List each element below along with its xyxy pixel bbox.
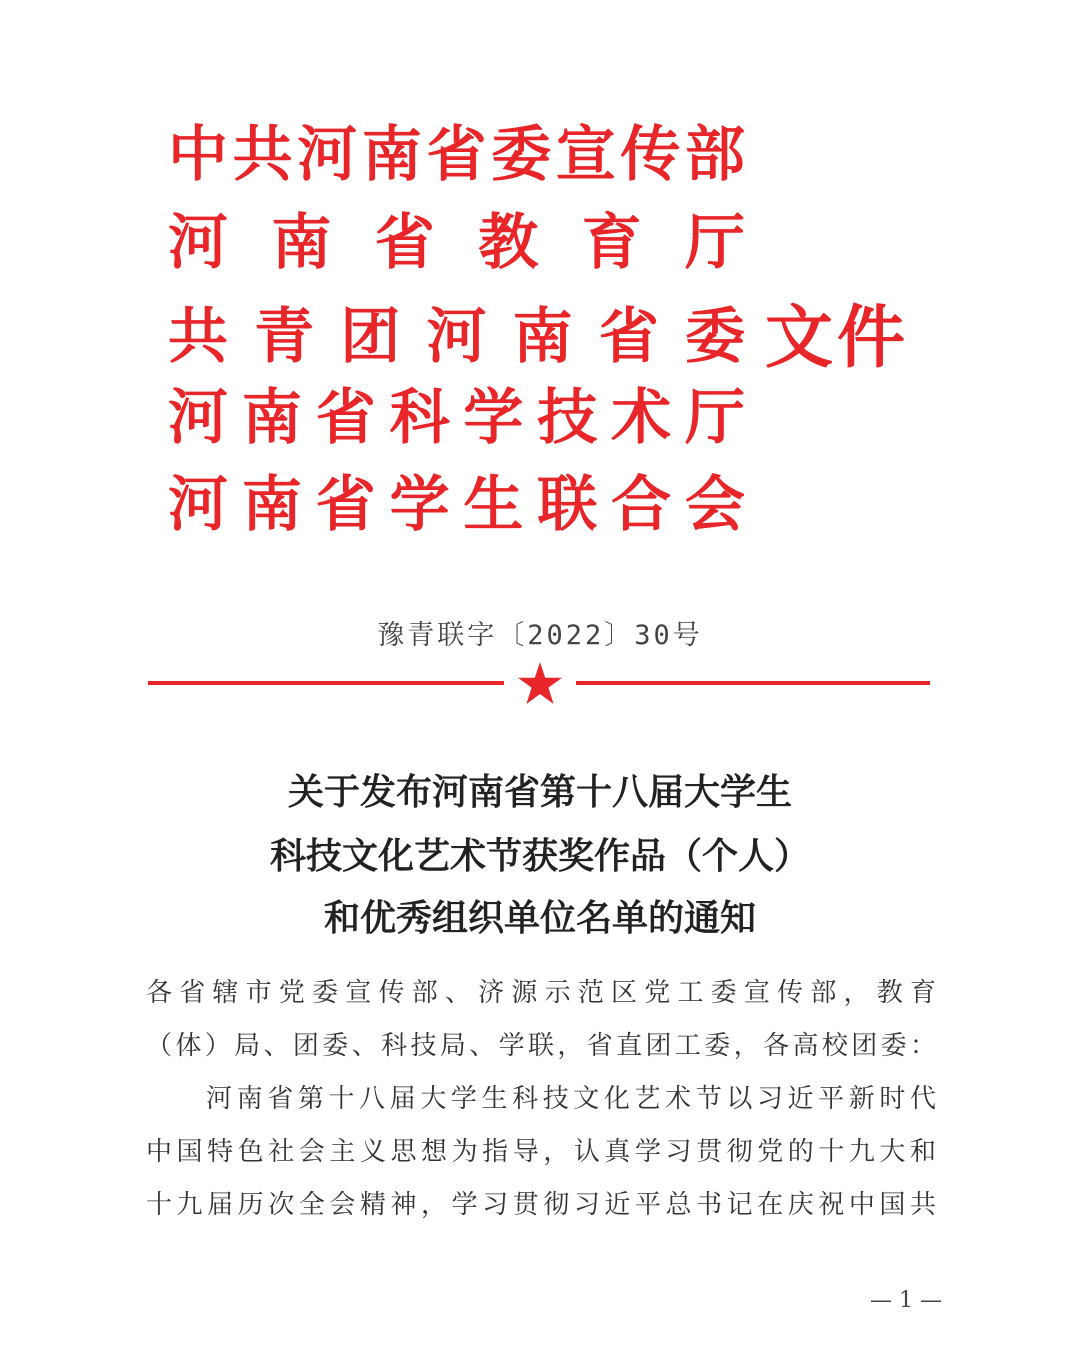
issuer-line-1: 中共河南省委宣传部 [168, 120, 745, 190]
red-star-icon [518, 662, 562, 704]
body-line-4: 中国特色社会主义思想为指导，认真学习贯彻党的十九大和 [146, 1137, 936, 1167]
title-line-1: 关于发布河南省第十八届大学生 [287, 771, 792, 813]
body-line-1: 各省辖市党委宣传部、济源示范区党工委宣传部，教育 [146, 978, 936, 1008]
body-line-5: 十九届历次全会精神，学习贯彻习近平总书记在庆祝中国共 [146, 1190, 936, 1220]
issuer-line-5: 河南省学生联合会 [168, 470, 745, 540]
title-line-3: 和优秀组织单位名单的通知 [323, 897, 756, 939]
body-line-2: （体）局、团委、科技局、学联，省直团工委，各高校团委： [146, 1031, 936, 1061]
red-rule-left [148, 681, 504, 685]
red-rule-right [576, 681, 930, 685]
document-suffix: 文件 [765, 297, 910, 378]
issuer-line-3 [168, 295, 910, 378]
body-line-3: 河南省第十八届大学生科技文化艺术节以习近平新时代 [206, 1084, 936, 1114]
page-number: — 1 — [870, 1288, 942, 1313]
title-line-2: 科技文化艺术节获奖作品（个人） [269, 835, 810, 877]
document-number: 豫青联字〔2022〕30号 [377, 620, 703, 651]
issuer-line-3-text: 共青团河南省委 [168, 302, 745, 372]
issuer-line-4: 河南省科学技术厅 [168, 383, 745, 453]
issuer-line-2: 河南省教育厅 [168, 208, 745, 278]
